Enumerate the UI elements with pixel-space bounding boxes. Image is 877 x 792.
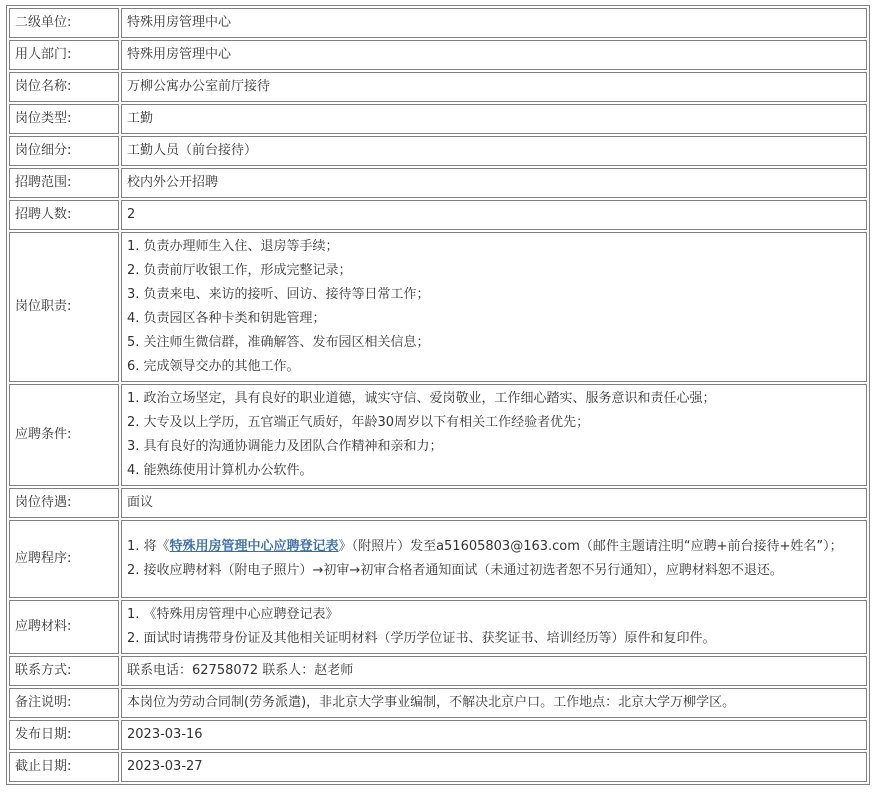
unit-label: 二级单位: [9, 8, 119, 38]
list-item: 1. 负责办理师生入住、退房等手续； [127, 239, 339, 254]
step1-prefix: 1. 将《 [127, 539, 170, 554]
type-label: 岗位类型: [9, 104, 119, 134]
scope-label: 招聘范围: [9, 168, 119, 198]
list-item: 2. 负责前厅收银工作，形成完整记录； [127, 263, 352, 278]
publish-date-value: 2023-03-16 [121, 720, 867, 750]
contact-value: 联系电话：62758072 联系人：赵老师 [121, 656, 867, 686]
type-value: 工勤 [121, 104, 867, 134]
scope-value: 校内外公开招聘 [121, 168, 867, 198]
row-deadline [9, 752, 867, 782]
list-item: 6. 完成领导交办的其他工作。 [127, 359, 300, 374]
row-subtype [9, 136, 867, 166]
row-contact [9, 656, 867, 686]
row-publish-date [9, 720, 867, 750]
job-posting-table [6, 5, 870, 785]
list-item: 1. 《特殊用房管理中心应聘登记表》 [127, 607, 339, 622]
step1-suffix: 》（附照片）发至a51605803@163.com（邮件主题请注明“应聘+前台接待+姓名”）； [338, 539, 843, 554]
row-salary [9, 488, 867, 518]
duties-value [121, 232, 867, 382]
publish-date-label: 发布日期: [9, 720, 119, 750]
subtype-value: 工勤人员（前台接待） [121, 136, 867, 166]
position-label: 岗位名称: [9, 72, 119, 102]
row-count [9, 200, 867, 230]
list-item: 4. 能熟练使用计算机办公软件。 [127, 463, 313, 478]
procedure-value [121, 520, 867, 598]
row-type [9, 104, 867, 134]
list-item: 3. 具有良好的沟通协调能力及团队合作精神和亲和力； [127, 439, 443, 454]
list-item: 4. 负责园区各种卡类和钥匙管理； [127, 311, 326, 326]
position-value: 万柳公寓办公室前厅接待 [121, 72, 867, 102]
salary-label: 岗位待遇: [9, 488, 119, 518]
registration-form-link[interactable]: 特殊用房管理中心应聘登记表 [169, 539, 339, 554]
row-duties [9, 232, 867, 382]
notes-label: 备注说明: [9, 688, 119, 718]
row-dept [9, 40, 867, 70]
deadline-value: 2023-03-27 [121, 752, 867, 782]
procedure-step-2: 2. 接收应聘材料（附电子照片）→初审→初审合格者通知面试（未通过初选者恕不另行通知），应聘材料恕不退还。 [127, 563, 783, 578]
requirements-label: 应聘条件: [9, 384, 119, 486]
row-position [9, 72, 867, 102]
count-value: 2 [121, 200, 867, 230]
row-unit [9, 8, 867, 38]
row-procedure [9, 520, 867, 598]
list-item: 5. 关注师生微信群，准确解答、发布园区相关信息； [127, 335, 430, 350]
procedure-step-1 [127, 535, 861, 559]
unit-value: 特殊用房管理中心 [121, 8, 867, 38]
notes-value: 本岗位为劳动合同制(劳务派遣)，非北京大学事业编制，不解决北京户口。工作地点：北京大学万柳学区。 [121, 688, 867, 718]
salary-value: 面议 [121, 488, 867, 518]
deadline-label: 截止日期: [9, 752, 119, 782]
count-label: 招聘人数: [9, 200, 119, 230]
contact-label: 联系方式: [9, 656, 119, 686]
procedure-label: 应聘程序: [9, 520, 119, 598]
list-item: 3. 负责来电、来访的接听、回访、接待等日常工作； [127, 287, 430, 302]
row-scope [9, 168, 867, 198]
requirements-value [121, 384, 867, 486]
list-item: 2. 大专及以上学历，五官端正气质好，年龄30周岁以下有相关工作经验者优先； [127, 415, 590, 430]
dept-value: 特殊用房管理中心 [121, 40, 867, 70]
dept-label: 用人部门: [9, 40, 119, 70]
duties-label: 岗位职责: [9, 232, 119, 382]
materials-value [121, 600, 867, 654]
list-item: 1. 政治立场坚定，具有良好的职业道德，诚实守信、爱岗敬业，工作细心踏实、服务意识和责任心强； [127, 391, 716, 406]
row-materials [9, 600, 867, 654]
row-requirements [9, 384, 867, 486]
materials-label: 应聘材料: [9, 600, 119, 654]
row-notes [9, 688, 867, 718]
subtype-label: 岗位细分: [9, 136, 119, 166]
list-item: 2. 面试时请携带身份证及其他相关证明材料（学历学位证书、获奖证书、培训经历等）原件和复印件。 [127, 631, 716, 646]
